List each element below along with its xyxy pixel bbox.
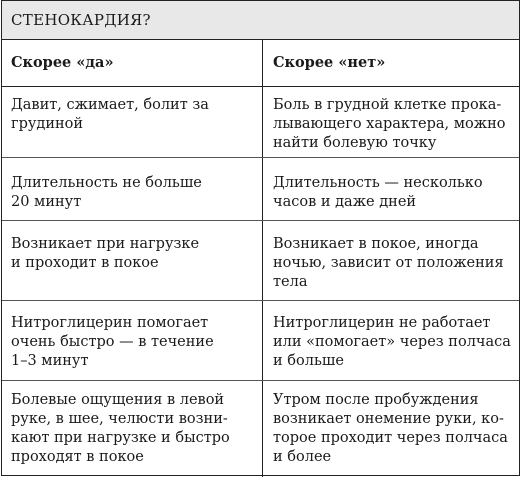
- table-row: [2, 87, 519, 158]
- cell-line: Утром после пробуждения: [273, 392, 479, 408]
- cell-line: часов и даже дней: [273, 194, 417, 210]
- cell-yes: [11, 235, 256, 273]
- cell-line: и более: [273, 449, 332, 465]
- cell-line: грудиной: [11, 116, 84, 132]
- cell-yes: [11, 314, 256, 371]
- table-row: [2, 301, 519, 381]
- table-title: СТЕНОКАРДИЯ?: [11, 11, 151, 29]
- cell-no: [273, 235, 515, 292]
- cell-line: тела: [273, 274, 308, 290]
- cell-line: ночью, зависит от положения: [273, 255, 504, 271]
- cell-line: Болевые ощущения в левой: [11, 392, 225, 408]
- cell-line: 20 минут: [11, 194, 82, 210]
- cell-line: Длительность — несколько: [273, 175, 483, 191]
- cell-no: [273, 174, 515, 212]
- comparison-table: [1, 0, 520, 476]
- cell-line: Длительность не больше: [11, 175, 202, 191]
- cell-line: Нитроглицерин помогает: [11, 315, 209, 331]
- cell-line: 1–3 минут: [11, 353, 89, 369]
- cell-line: или «помогает» через полчаса: [273, 334, 511, 350]
- cell-line: Возникает при нагрузке: [11, 236, 200, 252]
- cell-yes: [11, 96, 256, 134]
- cell-line: и больше: [273, 353, 344, 369]
- cell-line: и проходит в покое: [11, 255, 159, 271]
- cell-line: Нитроглицерин не работает: [273, 315, 491, 331]
- cell-line: Боль в грудной клетке прока-: [273, 97, 502, 113]
- cell-yes: [11, 174, 256, 212]
- cell-line: возникает онемение руки, ко-: [273, 411, 504, 427]
- cell-line: кают при нагрузке и быстро: [11, 430, 230, 446]
- cell-no: [273, 96, 515, 153]
- cell-line: торое проходит через полчаса: [273, 430, 508, 446]
- cell-yes: [11, 391, 256, 467]
- cell-line: руке, в шее, челюсти возни-: [11, 411, 228, 427]
- cell-line: проходят в покое: [11, 449, 144, 465]
- table-row: [2, 221, 519, 301]
- cell-no: [273, 314, 515, 371]
- table-title-row: [2, 1, 519, 40]
- cell-line: лывающего характера, можно: [273, 116, 506, 132]
- cell-no: [273, 391, 515, 467]
- cell-line: очень быстро — в течение: [11, 334, 214, 350]
- header-no: Скорее «нет»: [273, 54, 386, 71]
- table-row: [2, 381, 519, 476]
- table-header-row: [2, 40, 519, 87]
- table-row: [2, 158, 519, 221]
- cell-line: Давит, сжимает, болит за: [11, 97, 209, 113]
- cell-line: найти болевую точку: [273, 135, 437, 151]
- header-yes: Скорее «да»: [11, 54, 114, 71]
- cell-line: Возникает в покое, иногда: [273, 236, 479, 252]
